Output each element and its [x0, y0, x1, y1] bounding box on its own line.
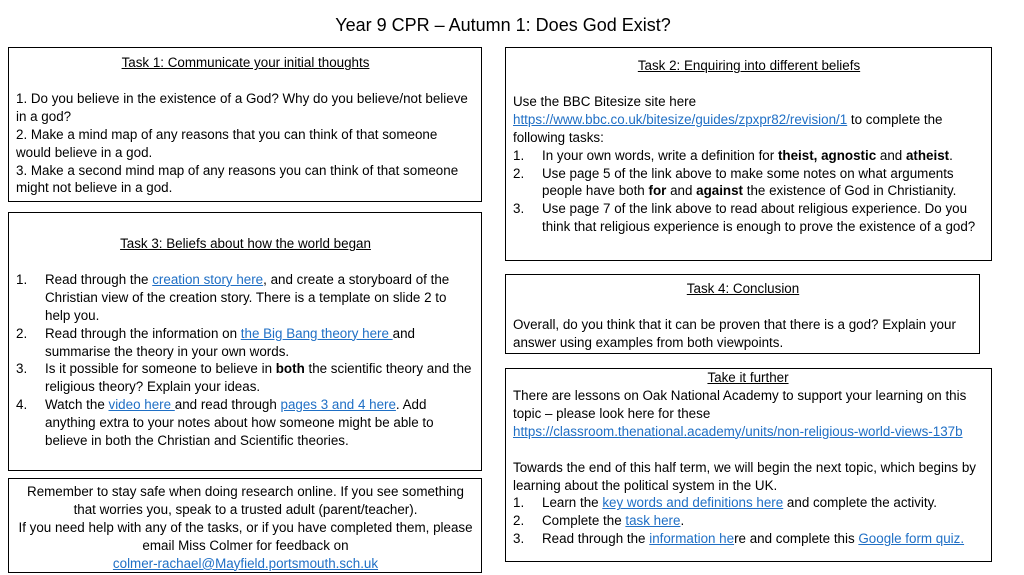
big-bang-link[interactable]: the Big Bang theory here — [240, 325, 393, 341]
safety-line-1: Remember to stay safe when doing research online. If you see something that worries you, speak to a trusted adult (parent/teacher). — [27, 484, 464, 517]
task4-box — [505, 274, 980, 354]
creation-story-link[interactable]: creation story here — [152, 271, 264, 287]
item-text: Read through the information on — [45, 325, 241, 341]
oak-academy-link[interactable]: https://classroom.thenational.academy/units/non-religious-world-views-137b — [513, 423, 963, 439]
item-bold: both — [275, 361, 305, 377]
task2-box — [505, 47, 992, 261]
item-text: the scientific theory and the religious theory? Explain your ideas. — [45, 361, 472, 395]
list-item — [513, 165, 985, 201]
task2-intro-text: Use the BBC Bitesize site here — [513, 93, 697, 109]
item-text: Use page 7 of the link above to read about religious experience. Do you think that religious experience is enough to prove the existence of a god? — [542, 201, 976, 235]
item-text: and — [666, 183, 697, 199]
safety-box — [8, 478, 482, 573]
bbc-bitesize-link[interactable]: https://www.bbc.co.uk/bitesize/guides/zpxpr82/revision/1 — [513, 111, 848, 127]
item-number: 2. — [513, 513, 525, 529]
information-link[interactable]: information he — [649, 531, 735, 547]
further-list — [513, 494, 983, 548]
task2-heading: Task 2: Enquiring into different beliefs — [637, 58, 861, 73]
item-text: Watch the — [45, 397, 109, 413]
item-number: 1. — [513, 147, 525, 163]
item-number: 1. — [16, 271, 28, 287]
item-bold: for — [648, 183, 667, 199]
task4-heading: Task 4: Conclusion — [686, 281, 800, 296]
task1-heading: Task 1: Communicate your initial thoughts — [121, 55, 370, 70]
task3-heading: Task 3: Beliefs about how the world began — [120, 236, 371, 251]
list-item — [16, 325, 475, 361]
pages-link[interactable]: pages 3 and 4 here — [280, 397, 396, 413]
task1-line-1: 1. Do you believe in the existence of a God? Why do you believe/not believe in a god? — [16, 90, 468, 124]
item-number: 2. — [16, 325, 28, 341]
item-number: 3. — [16, 361, 28, 377]
google-form-link[interactable]: Google form quiz. — [858, 531, 965, 547]
further-intro: There are lessons on Oak National Academy to support your learning on this topic – please look here for these — [513, 387, 967, 421]
item-text: In your own words, write a definition for — [542, 147, 778, 163]
item-text: , and create a storyboard of the Christian view of the creation story. There is a template on slide 2 to help you. — [45, 271, 450, 323]
item-number: 2. — [513, 165, 525, 181]
item-text: Read through the — [542, 531, 650, 547]
item-text: Use page 5 of the link above to make some notes on what arguments people have both — [542, 165, 954, 199]
item-text: re and complete this — [734, 531, 859, 547]
item-text: . — [680, 513, 685, 529]
task1-line-3: 3. Make a second mind map of any reasons you can think of that someone might not believe in a god. — [16, 162, 459, 196]
list-item — [16, 396, 475, 450]
list-item — [513, 200, 985, 236]
task4-text: Overall, do you think that it can be proven that there is a god? Explain your answer using examples from both viewpoints. — [513, 316, 956, 350]
list-item — [513, 147, 985, 165]
item-number: 3. — [513, 531, 525, 547]
item-text: and read through — [174, 397, 281, 413]
list-item — [513, 494, 983, 512]
list-item — [16, 360, 475, 396]
task2-list — [513, 147, 985, 237]
item-text: the existence of God in Christianity. — [743, 183, 957, 199]
task3-box — [8, 212, 482, 471]
item-text: Read through the — [45, 271, 153, 287]
item-text: Complete the — [542, 513, 626, 529]
item-text: and complete the activity. — [783, 495, 938, 511]
safety-line-2: If you need help with any of the tasks, or if you have completed them, please email Miss Colmer for feedback on — [18, 519, 473, 553]
key-words-link[interactable]: key words and definitions here — [602, 495, 784, 511]
video-link[interactable]: video here — [108, 397, 175, 413]
item-number: 3. — [513, 201, 525, 217]
list-item — [513, 512, 983, 530]
item-text: Learn the — [542, 495, 603, 511]
list-item — [16, 271, 475, 325]
item-bold: theist, agnostic — [777, 147, 877, 163]
item-bold: atheist — [905, 147, 950, 163]
item-bold: against — [696, 183, 744, 199]
task2-after-link: to complete the following tasks: — [513, 111, 943, 145]
further-text — [513, 387, 983, 441]
item-text: and — [876, 147, 906, 163]
task3-list — [16, 271, 475, 450]
item-number: 4. — [16, 397, 28, 413]
further-text2: Towards the end of this half term, we will begin the next topic, which begins by learning about the political system in the UK. — [513, 459, 976, 493]
page-title: Year 9 CPR – Autumn 1: Does God Exist? — [335, 15, 671, 35]
list-item — [513, 530, 983, 548]
task1-box — [8, 47, 482, 202]
further-box — [505, 368, 992, 562]
task1-line-2: 2. Make a mind map of any reasons that you can think of that someone would believe in a god. — [16, 126, 438, 160]
item-text: . — [949, 147, 953, 163]
item-text: Is it possible for someone to believe in — [45, 361, 276, 377]
further-heading: Take it further — [707, 370, 789, 385]
email-link[interactable]: colmer-rachael@Mayfield.portsmouth.sch.uk — [112, 555, 379, 571]
item-text: . Add anything extra to your notes about how someone might be able to believe in both the Christian and Scientific theories. — [45, 397, 434, 449]
item-text: and summarise the theory in your own words. — [45, 325, 415, 359]
item-number: 1. — [513, 495, 525, 511]
task-link[interactable]: task here — [625, 513, 681, 529]
task2-intro — [513, 93, 985, 147]
